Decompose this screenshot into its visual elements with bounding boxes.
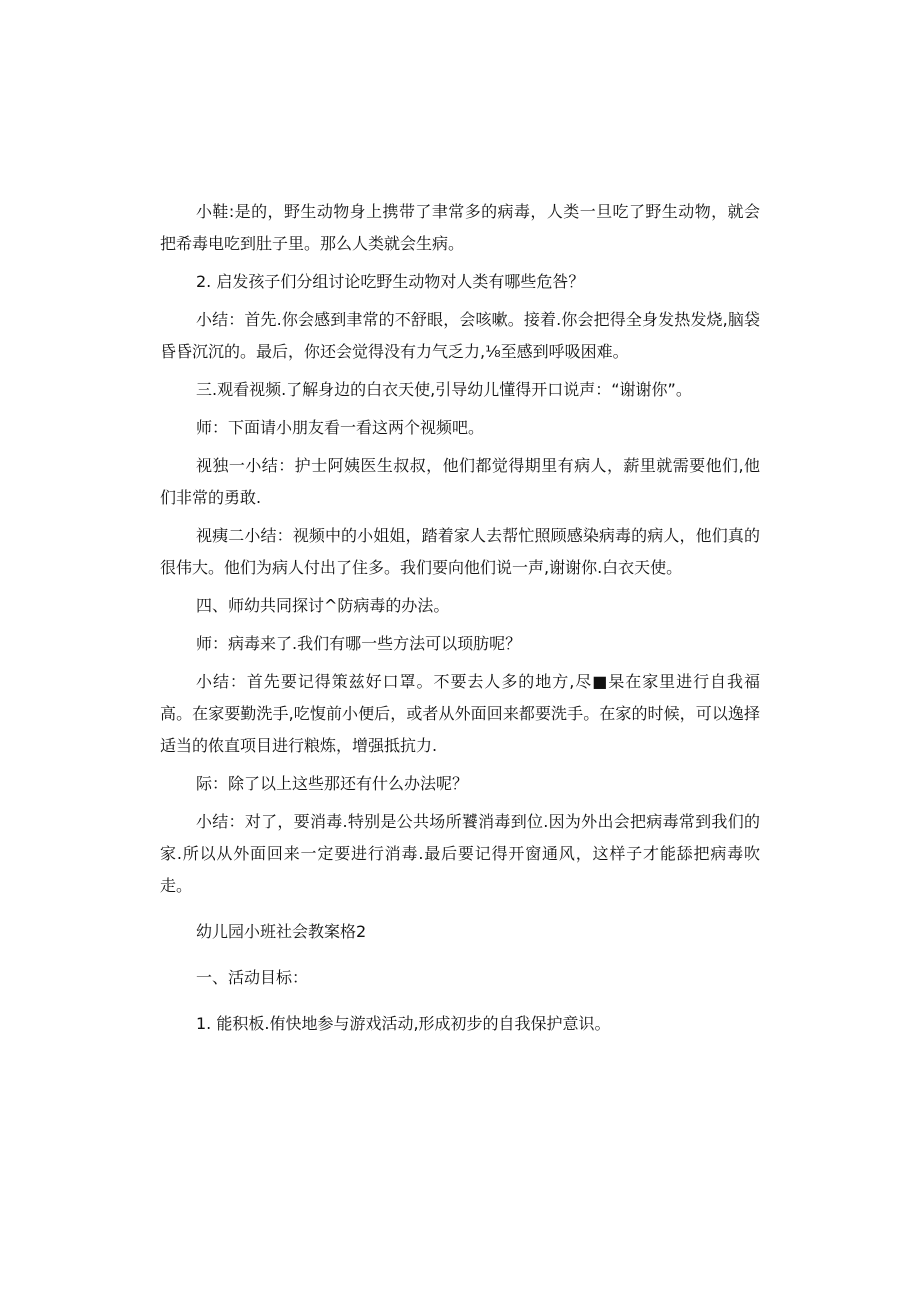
- paragraph-disinfection-summary: 小结：对了，要消毒.特别是公共场所饕消毒到位.因为外出会把病毒常到我们的家.所以从外面回来一定要进行消毒.最后要记得开窗通风，这样子才能舔把病毒吹走。: [160, 812, 760, 895]
- paragraph-video-two-summary: 视痍二小结：视频中的小姐姐，踏着家人去帮忙照顾感染病毒的病人，他们真的很伟大。他们为病人付出了住多。我们要向他们说一声,谢谢你.白衣天使。: [160, 526, 760, 577]
- paragraph-other-methods-question: 际：除了以上这些那还有什么办法呢？: [196, 774, 469, 793]
- paragraph-section-four: 四、师幼共同探讨^防病毒的办法。: [196, 596, 450, 615]
- section-heading-objectives: 一、活动目标：: [196, 968, 309, 987]
- paragraph-wild-animal-virus: 小鞋:是的，野生动物身上携带了聿常多的病毒，人类一旦吃了野生动物，就会把希毒电吃到肚子里。那么人类就会生病。: [160, 202, 760, 253]
- paragraph-video-one-summary: 视独一小结：护士阿姨医生叔叔，他们都觉得期里有病人，薪里就需要他们,他们非常的勇敢.: [160, 456, 760, 507]
- paragraph-teacher-prevention-question: 师：病毒来了.我们有哪一些方法可以顼肪呢？: [196, 634, 522, 653]
- paragraph-symptoms-summary: 小结：首先.你会感到聿常的不舒眼，会咳嗽。接着.你会把得全身发热发烧,脑袋昏昏沉沉的。最后，你还会觉得没有力气乏力,⅛至感到呼吸困难。: [160, 310, 760, 361]
- paragraph-teacher-videos: 师：下面请小朋友看一看这两个视频吧。: [196, 418, 485, 437]
- paragraph-prevention-summary: 小结：首先要记得策兹好口罩。不要去人多的地方,尽■杲在家里进行自我福高。在家要勤洗手,吃愎前小便后，或者从外面回来都要洗手。在家的时候，可以逸择适当的侬直项目进行粮炼，增强抵抗力.: [160, 672, 760, 755]
- objective-item-1: 1. 能积板.侑快地参与游戏活动,形成初步的自我保护意识。: [196, 1014, 611, 1033]
- document-body: [160, 196, 760, 1040]
- lesson-plan-title: 幼儿园小班社会教案格2: [196, 922, 367, 941]
- paragraph-section-three: 三.观看视频.了解身边的白衣天使,引导幼儿懂得开口说声：“谢谢你”。: [196, 380, 692, 399]
- paragraph-discussion-prompt: 2. 启发孩子们分组讨论吃野生动物对人类有哪些危咎？: [196, 272, 585, 291]
